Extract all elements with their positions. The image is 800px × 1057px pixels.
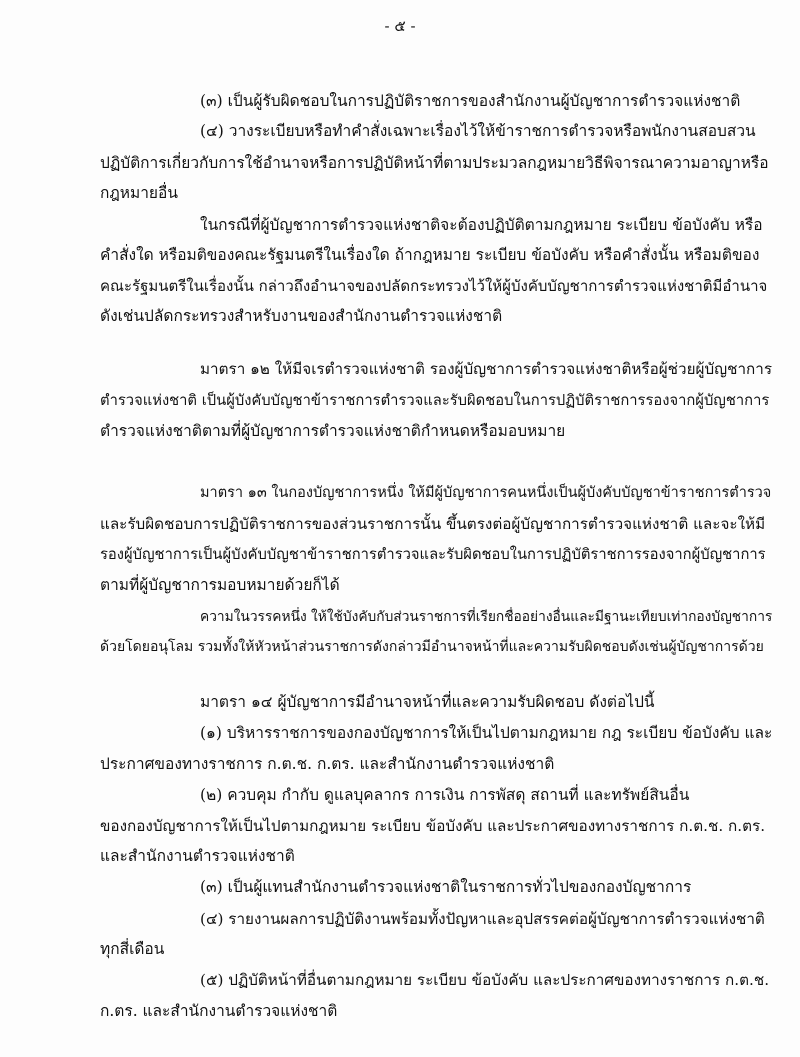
line-8: ดังเช่นปลัดกระทรวงสำหรับงานของสำนักงานตำรวจแห่งชาติ xyxy=(100,307,503,325)
line-16: ความในวรรคหนึ่ง ให้ใช้บังคับกับส่วนราชการที่เรียกชื่ออย่างอื่นและมีฐานะเทียบเท่ากองบัญชาการ xyxy=(200,609,773,625)
line-11: ตำรวจแห่งชาติตามที่ผู้บัญชาการตำรวจแห่งชาติกำหนดหรือมอบหมาย xyxy=(100,422,566,440)
line-17: ด้วยโดยอนุโลม รวมทั้งให้หัวหน้าส่วนราชการดังกล่าวมีอำนาจหน้าที่และความรับผิดชอบดังเช่นผู้บัญชาการด้วย xyxy=(100,639,764,655)
line-18: มาตรา ๑๔ ผู้บัญชาการมีอำนาจหน้าที่และความรับผิดชอบ ดังต่อไปนี้ xyxy=(200,693,655,711)
line-21: (๒) ควบคุม กำกับ ดูแลบุคลากร การเงิน การพัสดุ สถานที่ และทรัพย์สินอื่น xyxy=(200,786,690,804)
line-19: (๑) บริหารราชการของกองบัญชาการให้เป็นไปตามกฎหมาย กฎ ระเบียบ ข้อบังคับ และ xyxy=(200,724,773,742)
line-12: มาตรา ๑๓ ในกองบัญชาการหนึ่ง ให้มีผู้บัญชาการคนหนึ่งเป็นผู้บังคับบัญชาข้าราชการตำรวจ xyxy=(200,485,772,501)
line-20: ประกาศของทางราชการ ก.ต.ช. ก.ตร. และสำนักงานตำรวจแห่งชาติ xyxy=(100,755,555,773)
line-22: ของกองบัญชาการให้เป็นไปตามกฎหมาย ระเบียบ ข้อบังคับ และประกาศของทางราชการ ก.ต.ช. ก.ตร. xyxy=(100,817,766,835)
line-24: (๓) เป็นผู้แทนสำนักงานตำรวจแห่งชาติในราชการทั่วไปของกองบัญชาการ xyxy=(200,878,692,896)
line-6: คำสั่งใด หรือมติของคณะรัฐมนตรีในเรื่องใด ถ้ากฎหมาย ระเบียบ ข้อบังคับ หรือคำสั่งนั้น หรือมติของ xyxy=(100,246,760,264)
line-1: (๓) เป็นผู้รับผิดชอบในการปฏิบัติราชการของสำนักงานผู้บัญชาการตำรวจแห่งชาติ xyxy=(200,92,741,110)
line-3: ปฏิบัติการเกี่ยวกับการใช้อำนาจหรือการปฏิบัติหน้าที่ตามประมวลกฎหมายวิธีพิจารณาความอาญาหรือ xyxy=(100,154,769,172)
line-10: ตำรวจแห่งชาติ เป็นผู้บังคับบัญชาข้าราชการตำรวจและรับผิดชอบในการปฏิบัติราชการรองจากผู้บัญชาการ xyxy=(100,392,770,409)
line-25: (๔) รายงานผลการปฏิบัติงานพร้อมทั้งปัญหาและอุปสรรคต่อผู้บัญชาการตำรวจแห่งชาติ xyxy=(200,910,765,928)
line-26: ทุกสี่เดือน xyxy=(100,940,165,958)
line-13: และรับผิดชอบการปฏิบัติราชการของส่วนราชการนั้น ขึ้นตรงต่อผู้บัญชาการตำรวจแห่งชาติ และจะให้มี xyxy=(100,515,766,533)
line-28: ก.ตร. และสำนักงานตำรวจแห่งชาติ xyxy=(100,1002,338,1020)
line-27: (๕) ปฏิบัติหน้าที่อื่นตามกฎหมาย ระเบียบ ข้อบังคับ และประกาศของทางราชการ ก.ต.ช. xyxy=(200,971,770,989)
page-number: - ๕ - xyxy=(384,17,416,35)
line-5: ในกรณีที่ผู้บัญชาการตำรวจแห่งชาติจะต้องปฏิบัติตามกฎหมาย ระเบียบ ข้อบังคับ หรือ xyxy=(200,216,763,234)
line-2: (๔) วางระเบียบหรือทำคำสั่งเฉพาะเรื่องไว้ให้ข้าราชการตำรวจหรือพนักงานสอบสวน xyxy=(200,122,756,140)
line-7: คณะรัฐมนตรีในเรื่องนั้น กล่าวถึงอำนาจของปลัดกระทรวงไว้ให้ผู้บังคับบัญชาการตำรวจแห่งชาติมีอำนาจ xyxy=(100,277,768,295)
line-9: มาตรา ๑๒ ให้มีจเรตำรวจแห่งชาติ รองผู้บัญชาการตำรวจแห่งชาติหรือผู้ช่วยผู้บัญชาการ xyxy=(200,360,773,378)
line-15: ตามที่ผู้บัญชาการมอบหมายด้วยก็ได้ xyxy=(100,576,340,594)
line-4: กฎหมายอื่น xyxy=(100,184,178,202)
line-23: และสำนักงานตำรวจแห่งชาติ xyxy=(100,847,295,865)
line-14: รองผู้บัญชาการเป็นผู้บังคับบัญชาข้าราชการตำรวจและรับผิดชอบในการปฏิบัติราชการรองจากผู้บัญชาการ xyxy=(100,546,766,563)
